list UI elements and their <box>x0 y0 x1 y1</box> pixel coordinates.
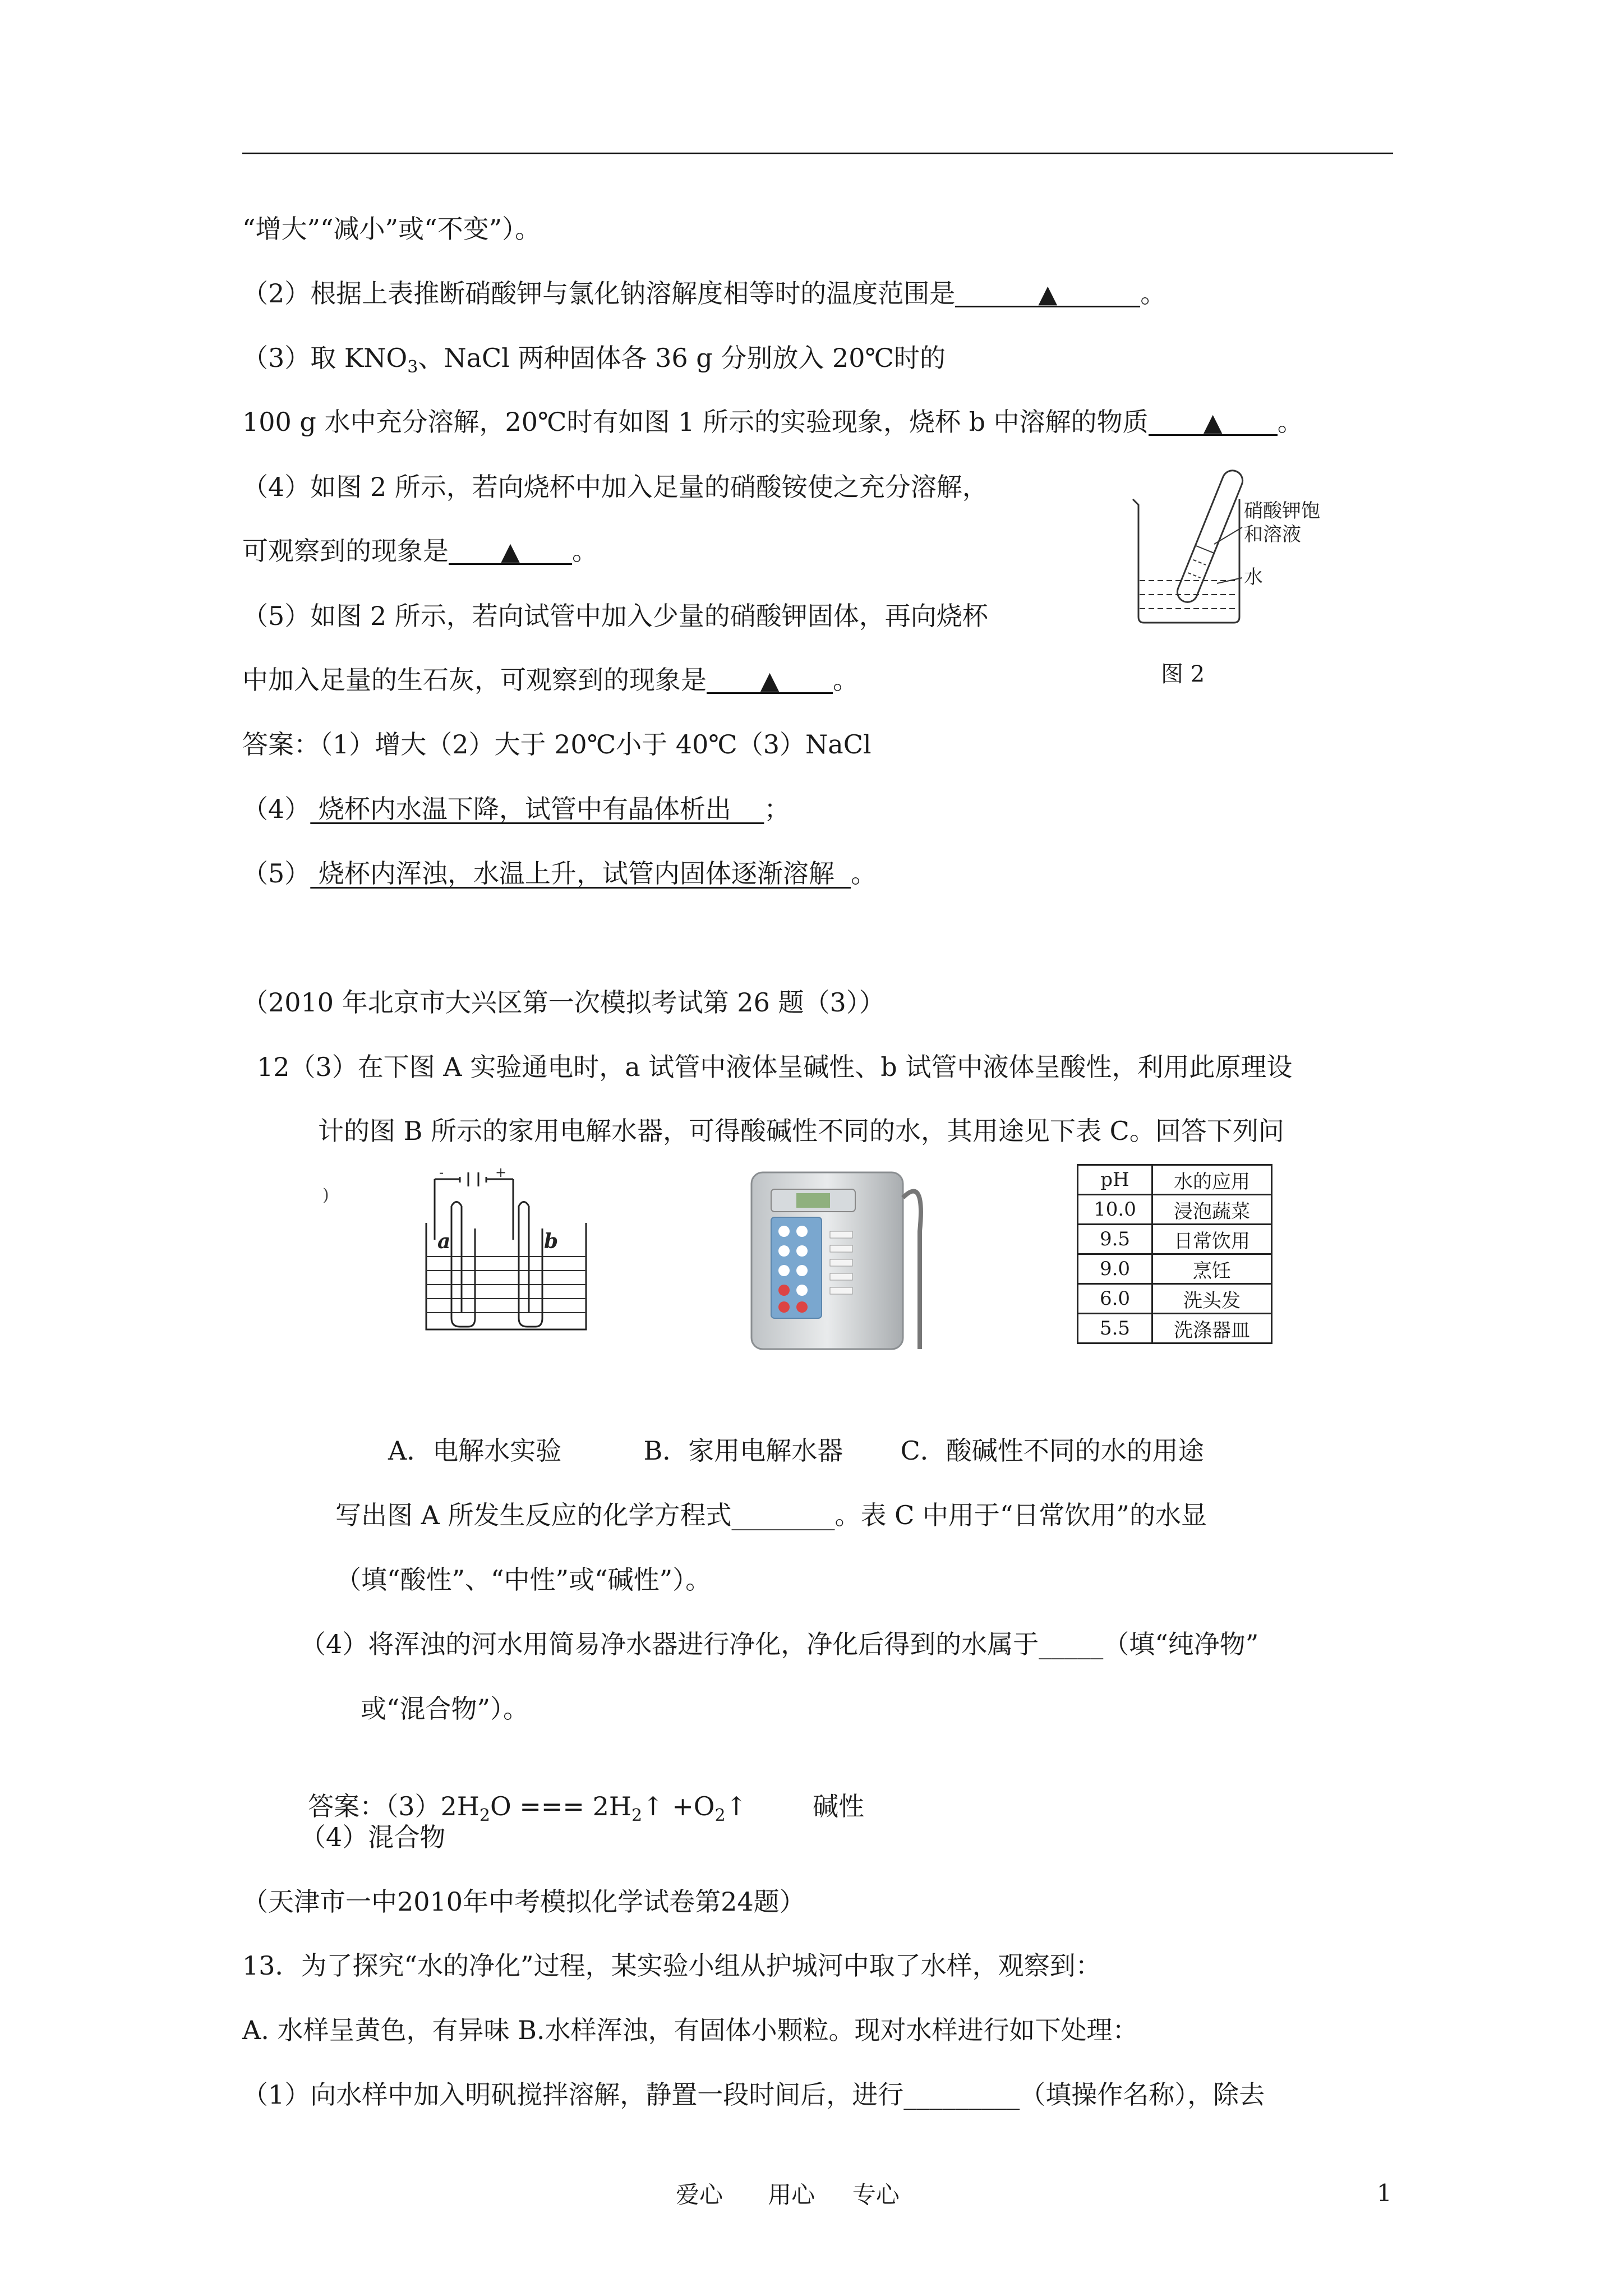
question-5-cont: 中加入足量的生石灰，可观察到的现象是 ▲ 。 <box>242 663 859 697</box>
table-cell: 10.0 <box>1078 1195 1152 1225</box>
question-3-cont: 100 g 水中充分溶解，20℃时有如图 1 所示的实验现象，烧杯 b 中溶解的物质 ▲ 。 <box>242 405 1303 439</box>
table-cell: 日常饮用 <box>1152 1225 1272 1254</box>
answer-blank: ▲ <box>1149 405 1278 436</box>
table-c <box>1077 1164 1272 1344</box>
figure-2 <box>1122 466 1335 701</box>
table-header: 水的应用 <box>1152 1165 1272 1195</box>
svg-text:-: - <box>439 1165 444 1180</box>
table-row <box>1078 1254 1272 1284</box>
water-ionizer-image <box>740 1164 942 1355</box>
question-13: 13．为了探究“水的净化”过程，某实验小组从护城河中取了水样，观察到： <box>242 1950 1101 1981</box>
answer-5: （5） 烧杯内浑浊，水温上升，试管内固体逐渐溶解 。 <box>242 858 877 889</box>
figure-captions: A．电解水实验 B．家用电解水器 C．酸碱性不同的水的用途 <box>388 1435 1204 1466</box>
question-4-cont: 可观察到的现象是 ▲ 。 <box>242 534 598 568</box>
table-cell: 浸泡蔬菜 <box>1152 1195 1272 1225</box>
answer-blank: ▲ <box>707 663 833 694</box>
answer-4: （4） 烧杯内水温下降，试管中有晶体析出 ； <box>242 794 790 824</box>
question-12-4: （4）将浑浊的河水用简易净水器进行净化，净化后得到的水属于_____（填“纯净物” <box>300 1629 1259 1659</box>
beaker-diagram <box>1122 466 1335 656</box>
figure-2-caption: 图 2 <box>1161 661 1205 687</box>
answer-blank: ▲ <box>449 534 572 565</box>
label-solution-2: 和溶液 <box>1244 523 1301 546</box>
source-note: （2010 年北京市大兴区第一次模拟考试第 26 题（3）） <box>242 987 885 1018</box>
label-a: a <box>437 1230 451 1253</box>
table-row <box>1078 1225 1272 1254</box>
question-12-4-cont: 或“混合物”）。 <box>361 1694 529 1724</box>
question-12-text: 写出图 A 所发生反应的化学方程式________。表 C 中用于“日常饮用”的水显 <box>335 1500 1207 1530</box>
label-water: 水 <box>1244 566 1263 588</box>
figure-a <box>322 1161 637 1352</box>
footer-motto: 爱心 用心 专心 <box>676 2181 900 2208</box>
answer-line: 答案：（1）增大（2）大于 20℃小于 40℃（3）NaCl <box>242 729 872 760</box>
question-3: （3）取 $KNO_3$、NaCl 两种固体各 36 g 分别放入 20℃时的 <box>242 343 946 378</box>
question-12-text: （填“酸性”、“中性”或“碱性”）。 <box>335 1565 712 1595</box>
table-cell: 9.5 <box>1078 1225 1152 1254</box>
answer-blank: ▲ <box>955 277 1140 307</box>
table-cell: 6.0 <box>1078 1284 1152 1314</box>
source-note: （天津市一中2010年中考模拟化学试卷第24题） <box>242 1887 805 1917</box>
answer-12-4: （4）混合物 <box>300 1822 446 1852</box>
answer-12: 答案：$(3)2H_2O$ === $2H_2↑$ $+O_2↑$ 碱性 <box>308 1791 865 1826</box>
header-rule <box>242 153 1393 154</box>
question-13-1: （1）向水样中加入明矾搅拌溶解，静置一段时间后，进行_________（填操作名称），除去 <box>242 2079 1265 2110</box>
table-cell: 洗头发 <box>1152 1284 1272 1314</box>
question-12-cont: 计的图 B 所示的家用电解水器，可得酸碱性不同的水，其用途见下表 C。回答下列问 <box>318 1116 1284 1146</box>
table-row <box>1078 1314 1272 1343</box>
table-cell: 洗涤器皿 <box>1152 1314 1272 1343</box>
question-12: 12（3）在下图 A 实验通电时，a 试管中液体呈碱性、b 试管中液体呈酸性，利用此原理设 <box>257 1052 1293 1082</box>
question-13-cont: A. 水样呈黄色，有异味 B.水样浑浊，有固体小颗粒。现对水样进行如下处理： <box>242 2015 1138 2045</box>
table-cell: 9.0 <box>1078 1254 1152 1284</box>
table-row <box>1078 1195 1272 1225</box>
question-5: （5）如图 2 所示，若向试管中加入少量的硝酸钾固体，再向烧杯 <box>242 601 988 631</box>
label-solution-1: 硝酸钾饱 <box>1244 500 1320 522</box>
label-b: b <box>544 1230 559 1253</box>
text-line: “增大”“减小”或“不变”）。 <box>242 214 541 244</box>
table-header: pH <box>1078 1165 1152 1195</box>
electrolysis-diagram <box>322 1161 637 1352</box>
table-cell: 5.5 <box>1078 1314 1152 1343</box>
table-cell: 烹饪 <box>1152 1254 1272 1284</box>
stray-mark: ) <box>322 1185 329 1205</box>
figure-b <box>740 1164 942 1355</box>
svg-text:+: + <box>495 1165 507 1180</box>
question-4: （4）如图 2 所示，若向烧杯中加入足量的硝酸铵使之充分溶解， <box>242 472 988 502</box>
question-2: （2）根据上表推断硝酸钾与氯化钠溶解度相等时的温度范围是 ▲ 。 <box>242 277 1166 310</box>
page-number: 1 <box>1377 2179 1392 2207</box>
ph-usage-table <box>1077 1164 1272 1344</box>
table-row <box>1078 1284 1272 1314</box>
